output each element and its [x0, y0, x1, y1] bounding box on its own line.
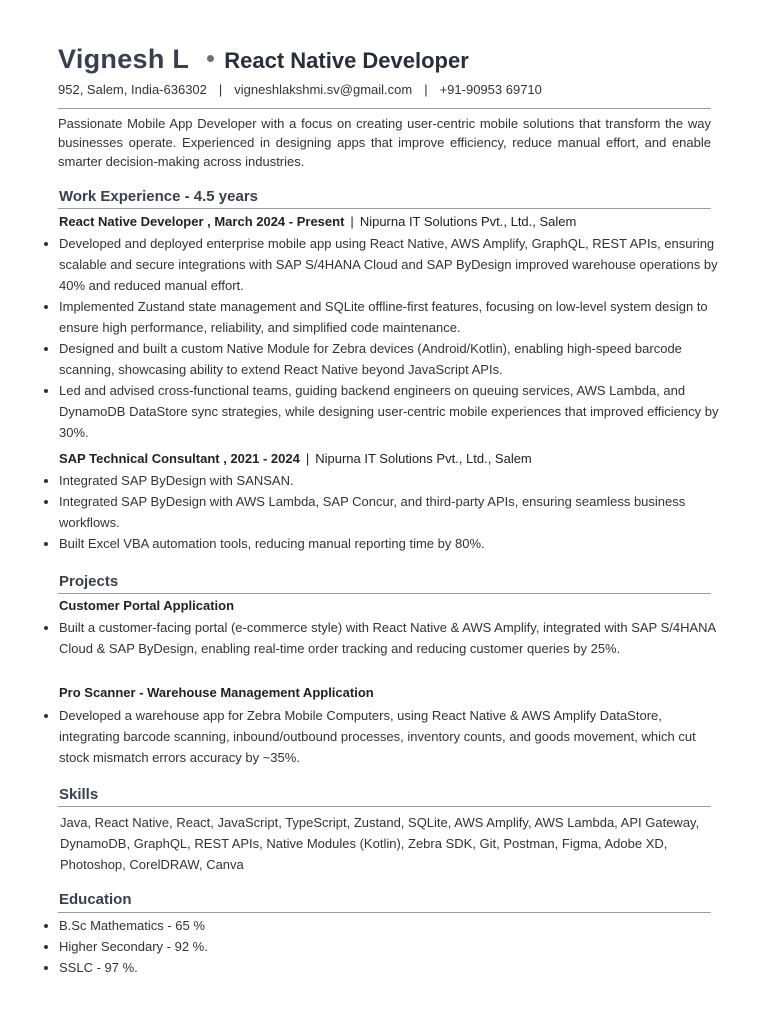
contact-line — [58, 82, 542, 97]
job-title — [59, 214, 576, 229]
list-item: • Built Excel VBA automation tools, reducing manual reporting time by 80%. — [59, 533, 719, 554]
list-item: • Designed and built a custom Native Module for Zebra devices (Android/Kotlin), enabling high-speed barcode scanning, showcasing ability to extend React Native beyond JavaScript APIs. — [59, 338, 719, 380]
list-item: • Led and advised cross-functional teams, guiding backend engineers on queuing services, AWS Lambda, and DynamoDB DataStore sync strategies, while designing user-centric mobile experiences that improved efficiency by 30%. — [59, 380, 719, 443]
list-item: • Developed a warehouse app for Zebra Mobile Computers, using React Native & AWS Amplify DataStore, integrating barcode scanning, inbound/outbound processes, inventory counts, and goods movement, which cut stock mismatch errors accuracy by ~35%. — [59, 705, 719, 768]
job-company: Nipurna IT Solutions Pvt., Ltd., Salem — [359, 214, 577, 229]
candidate-name: Vignesh L — [58, 44, 190, 74]
list-item: • Implemented Zustand state management and SQLite offline-first features, focusing on low-level system design to ensure high performance, reliability, and simplified code maintenance. — [59, 296, 719, 338]
skills-list: Java, React Native, React, JavaScript, TypeScript, Zustand, SQLite, AWS Amplify, AWS Lambda, API Gateway, DynamoDB, GraphQL, REST APIs, Native Modules (Kotlin), Zebra SDK, Git, Postman, Figma, Adobe XD, Photoshop, CorelDRAW, Canva — [60, 815, 700, 872]
list-item: • Integrated SAP ByDesign with SANSAN. — [59, 470, 719, 491]
list-item: • SSLC - 97 %. — [59, 957, 719, 978]
work-experience-heading: Work Experience - 4.5 years — [59, 188, 258, 205]
project-name: Pro Scanner - Warehouse Management Application — [59, 685, 374, 700]
section-divider — [58, 208, 711, 209]
project-name: Customer Portal Application — [59, 598, 235, 613]
education-heading: Education — [59, 891, 132, 908]
project-title — [59, 598, 234, 613]
job-title — [59, 451, 532, 466]
education-list — [40, 915, 719, 978]
section-divider — [58, 912, 711, 913]
bullet-dot-icon — [207, 55, 214, 62]
list-item: • Developed and deployed enterprise mobile app using React Native, AWS Amplify, GraphQL, REST APIs, ensuring scalable and secure integrations with SAP S/4HANA Cloud and SAP ByDesign improved warehouse operations by 40% and reduced manual effort. — [59, 233, 719, 296]
list-item: • Higher Secondary - 92 %. — [59, 936, 719, 957]
resume-header — [58, 44, 469, 75]
job-separator: | — [350, 214, 354, 229]
section-divider — [58, 593, 711, 594]
skills-heading: Skills — [59, 786, 99, 803]
projects-heading: Projects — [59, 573, 119, 590]
job-separator: | — [305, 451, 310, 466]
contact-separator: | — [218, 82, 223, 97]
summary-paragraph: Passionate Mobile App Developer with a focus on creating user-centric mobile solutions that transform the way businesses operate. Experienced in designing apps that improve efficiency, reduce manual effort, and enable smarter decision-making across industries. — [58, 116, 711, 169]
project-bullets — [40, 617, 719, 659]
header-divider — [58, 108, 711, 109]
job-role: React Native Developer , March 2024 - Present — [59, 214, 345, 229]
location: 952, Salem, India-636302 — [58, 82, 207, 97]
list-item: • B.Sc Mathematics - 65 % — [59, 915, 719, 936]
section-divider — [58, 806, 711, 807]
project-title — [59, 685, 374, 700]
job-company: Nipurna IT Solutions Pvt., Ltd., Salem — [315, 451, 532, 466]
email-link[interactable]: vigneshlakshmi.sv@gmail.com — [234, 82, 413, 97]
list-item: • Built a customer-facing portal (e-commerce style) with React Native & AWS Amplify, integrated with SAP S/4HANA Cloud & SAP ByDesign, enabling real-time order tracking and reducing customer queries by 25%. — [59, 617, 719, 659]
candidate-role: React Native Developer — [224, 48, 469, 73]
phone-number: +91-90953 69710 — [439, 82, 542, 97]
job-bullets — [40, 470, 719, 554]
list-item: • Integrated SAP ByDesign with AWS Lambda, SAP Concur, and third-party APIs, ensuring seamless business workflows. — [59, 491, 719, 533]
project-bullets — [40, 705, 719, 768]
job-bullets — [40, 233, 719, 443]
job-role: SAP Technical Consultant , 2021 - 2024 — [59, 451, 300, 466]
contact-separator: | — [424, 82, 428, 97]
